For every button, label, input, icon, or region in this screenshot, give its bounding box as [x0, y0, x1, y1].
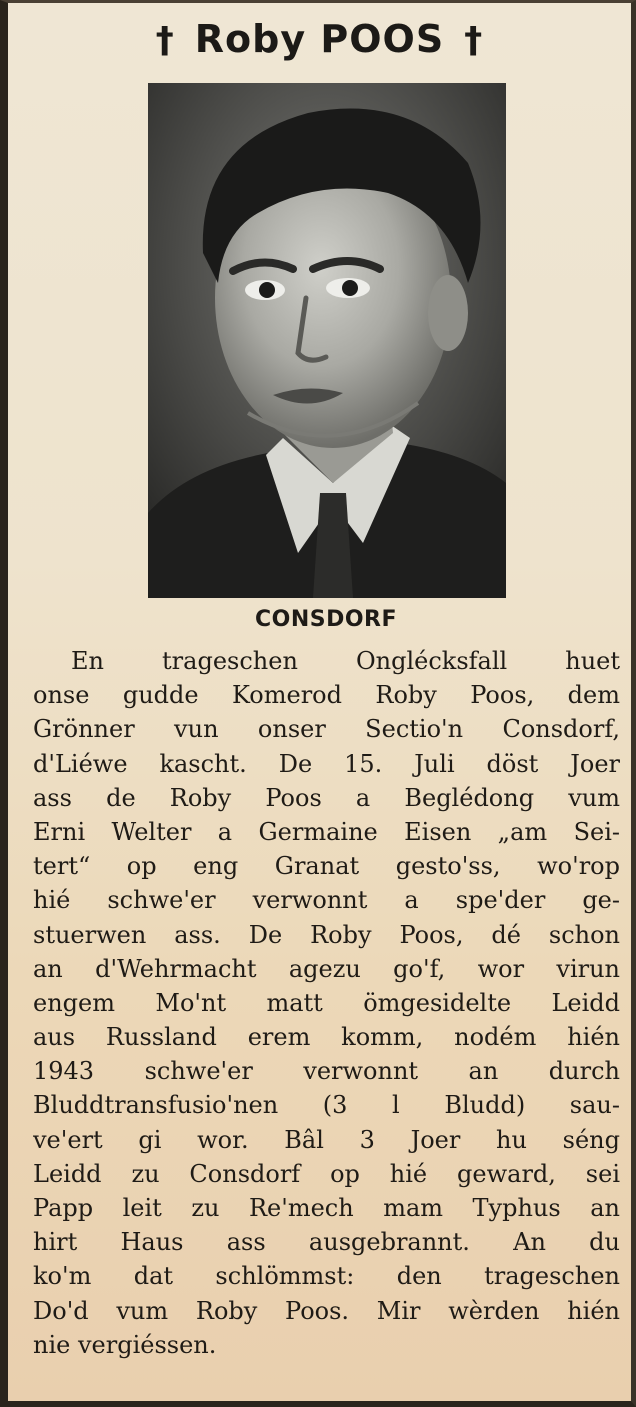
text-line: En trageschen Onglécksfall huet [71, 647, 620, 675]
text-line: Do'd vum Roby Poos. Mir wèrden hién [33, 1296, 620, 1325]
text-line: Leidd zu Consdorf op hié geward, sei [33, 1159, 620, 1188]
text-line: d'Liéwe kascht. De 15. Juli döst Joer [33, 749, 620, 778]
text-line: ass de Roby Poos a Beglédong vum [33, 783, 620, 812]
text-line: onse gudde Komerod Roby Poos, dem [33, 681, 620, 710]
text-line: engem Mo'nt matt ömgesidelte Leidd [33, 988, 620, 1017]
text-line: Grönner vun onser Sectio'n Consdorf, [33, 715, 620, 744]
portrait-illustration [148, 83, 506, 598]
deceased-name: Roby POOS [194, 17, 445, 61]
left-cross-icon: † [155, 20, 175, 61]
portrait-photo [148, 83, 506, 598]
text-line: stuerwen ass. De Roby Poos, dé schon [33, 920, 620, 949]
text-line: Bluddtransfusio'nen (3 l Bludd) sau- [33, 1091, 620, 1120]
text-line: aus Russland erem komm, nodém hién [33, 1023, 620, 1052]
text-line: Erni Welter a Germaine Eisen „am Sei- [33, 817, 620, 846]
obituary-text [33, 644, 620, 1362]
text-line: nie vergiéssen. [33, 1330, 217, 1359]
text-line: hié schwe'er verwonnt a spe'der ge- [33, 886, 620, 915]
place-heading: CONSDORF [254, 607, 398, 632]
obituary-title [8, 17, 631, 61]
text-line: an d'Wehrmacht agezu go'f, wor virun [33, 954, 620, 983]
text-line: 1943 schwe'er verwonnt an durch [33, 1057, 620, 1086]
text-line: hirt Haus ass ausgebrannt. An du [33, 1228, 620, 1257]
text-line: ko'm dat schlömmst: den trageschen [33, 1262, 620, 1291]
right-cross-icon: † [464, 20, 484, 61]
text-line: Papp leit zu Re'mech mam Typhus an [33, 1194, 620, 1222]
text-line: tert“ op eng Granat gesto'ss, wo'rop [33, 852, 620, 881]
text-line: ve'ert gi wor. Bâl 3 Joer hu séng [33, 1125, 620, 1154]
